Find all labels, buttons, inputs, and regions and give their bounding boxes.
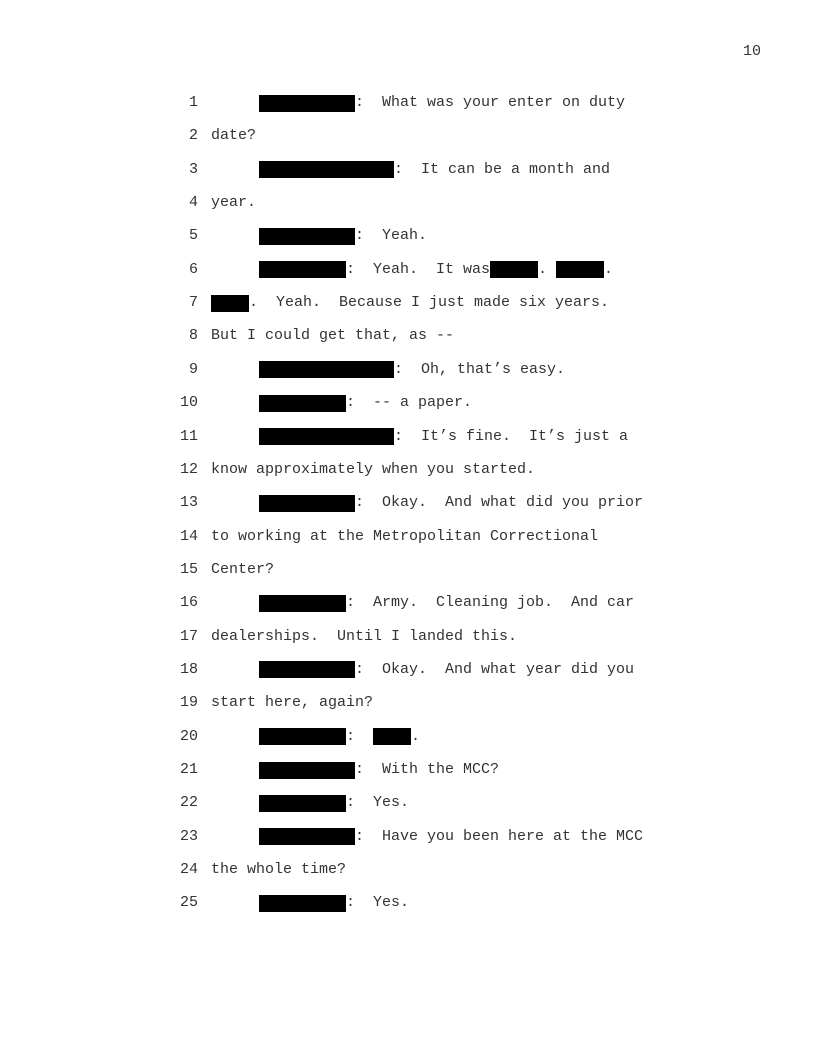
line-text xyxy=(259,159,610,181)
redaction-bar xyxy=(259,795,346,812)
line-text xyxy=(259,392,472,414)
line-text xyxy=(259,892,409,914)
redaction-bar xyxy=(259,228,355,245)
text-segment: : Oh, that’s easy. xyxy=(394,360,566,378)
redaction-bar xyxy=(259,261,346,278)
redaction-bar xyxy=(211,295,249,312)
text-segment: : xyxy=(346,727,374,745)
line-number: 15 xyxy=(179,560,198,578)
line-number: 7 xyxy=(188,294,198,312)
line-number: 6 xyxy=(188,260,198,278)
transcript-line xyxy=(0,692,816,714)
line-number: 13 xyxy=(179,494,198,512)
line-number: 10 xyxy=(179,394,198,412)
text-segment: : -- a paper. xyxy=(346,394,473,412)
text-segment: year. xyxy=(211,194,257,212)
line-text xyxy=(259,359,565,381)
text-segment: : With the MCC? xyxy=(355,761,500,778)
line-text xyxy=(211,526,598,548)
line-number: 12 xyxy=(179,460,198,478)
text-segment: know approximately when you started. xyxy=(211,460,536,478)
line-text xyxy=(211,292,609,314)
line-number: 24 xyxy=(179,861,198,879)
redaction-bar xyxy=(259,395,346,412)
transcript-line xyxy=(0,359,816,381)
text-segment: : What was your enter on duty xyxy=(355,94,626,111)
line-number: 9 xyxy=(188,360,198,378)
line-number: 19 xyxy=(179,694,198,712)
transcript-line xyxy=(0,292,816,314)
text-segment: But I could get that, as -- xyxy=(211,327,455,345)
line-text xyxy=(259,759,499,781)
text-segment: : Yes. xyxy=(346,894,410,912)
line-number: 20 xyxy=(179,727,198,745)
redaction-bar xyxy=(259,728,346,745)
text-segment: : Yeah. xyxy=(355,227,428,245)
redaction-bar xyxy=(259,762,355,779)
transcript-line xyxy=(0,559,816,581)
text-segment: . xyxy=(604,260,614,278)
text-segment: . xyxy=(538,260,557,278)
redaction-bar xyxy=(259,661,355,678)
text-segment: : Have you been here at the MCC xyxy=(355,827,644,845)
transcript-line xyxy=(0,392,816,414)
line-text xyxy=(259,592,634,614)
line-number: 21 xyxy=(179,761,198,778)
redaction-bar xyxy=(259,361,394,378)
text-segment: Center? xyxy=(211,560,275,578)
text-segment: the whole time? xyxy=(211,861,347,879)
transcript-line xyxy=(0,592,816,614)
transcript-line xyxy=(0,159,816,181)
line-text xyxy=(259,726,420,748)
transcript-line xyxy=(0,892,816,914)
text-segment: to working at the Metropolitan Correctional xyxy=(211,527,599,545)
text-segment: start here, again? xyxy=(211,694,374,712)
text-segment: : It can be a month and xyxy=(394,160,611,178)
line-text xyxy=(259,92,625,114)
redaction-bar xyxy=(259,428,394,445)
line-number: 18 xyxy=(179,660,198,678)
transcript-line xyxy=(0,826,816,848)
transcript-line xyxy=(0,792,816,814)
text-segment: dealerships. Until I landed this. xyxy=(211,627,518,645)
transcript-line xyxy=(0,426,816,448)
transcript-line xyxy=(0,259,816,281)
redaction-bar xyxy=(259,161,394,178)
redaction-bar xyxy=(556,261,604,278)
line-text xyxy=(211,859,346,881)
transcript-line xyxy=(0,459,816,481)
text-segment: : Yeah. It was xyxy=(346,260,491,278)
redaction-bar xyxy=(259,895,346,912)
line-number: 8 xyxy=(188,327,198,345)
transcript-line xyxy=(0,125,816,147)
text-segment: : It’s fine. It’s just a xyxy=(394,427,629,445)
transcript-line xyxy=(0,759,816,781)
line-number: 14 xyxy=(179,527,198,545)
text-segment: date? xyxy=(211,127,257,145)
line-number: 17 xyxy=(179,627,198,645)
line-text xyxy=(259,659,634,681)
page-number: 10 xyxy=(743,43,762,60)
line-number: 22 xyxy=(179,794,198,812)
line-number: 16 xyxy=(179,594,198,612)
line-text xyxy=(259,225,427,247)
line-number: 1 xyxy=(188,94,198,111)
line-text xyxy=(211,192,256,214)
transcript-line xyxy=(0,659,816,681)
line-text xyxy=(211,692,373,714)
line-text xyxy=(259,492,643,514)
transcript-line xyxy=(0,325,816,347)
text-segment: : Okay. And what year did you xyxy=(355,660,635,678)
line-number: 23 xyxy=(179,827,198,845)
line-text xyxy=(211,325,454,347)
redaction-bar xyxy=(490,261,538,278)
line-text xyxy=(259,259,613,281)
line-text xyxy=(259,792,409,814)
line-text xyxy=(211,626,517,648)
transcript-line xyxy=(0,225,816,247)
text-segment: . Yeah. Because I just made six years. xyxy=(249,294,610,312)
transcript-line xyxy=(0,859,816,881)
text-segment: . xyxy=(411,727,421,745)
line-number: 11 xyxy=(179,427,198,445)
redaction-bar xyxy=(373,728,411,745)
line-text xyxy=(211,559,274,581)
line-number: 5 xyxy=(188,227,198,245)
line-text xyxy=(211,125,256,147)
transcript-line xyxy=(0,492,816,514)
transcript-line xyxy=(0,192,816,214)
text-segment: : Okay. And what did you prior xyxy=(355,494,644,512)
redaction-bar xyxy=(259,495,355,512)
text-segment: : Army. Cleaning job. And car xyxy=(346,594,635,612)
line-number: 2 xyxy=(188,127,198,145)
redaction-bar xyxy=(259,595,346,612)
line-number: 25 xyxy=(179,894,198,912)
line-number: 3 xyxy=(188,160,198,178)
transcript-line xyxy=(0,726,816,748)
redaction-bar xyxy=(259,95,355,112)
text-segment: : Yes. xyxy=(346,794,410,812)
transcript-line xyxy=(0,526,816,548)
line-text xyxy=(259,826,643,848)
line-text xyxy=(259,426,628,448)
line-number: 4 xyxy=(188,194,198,212)
transcript-line xyxy=(0,92,816,114)
redaction-bar xyxy=(259,828,355,845)
line-text xyxy=(211,459,535,481)
transcript-line xyxy=(0,626,816,648)
